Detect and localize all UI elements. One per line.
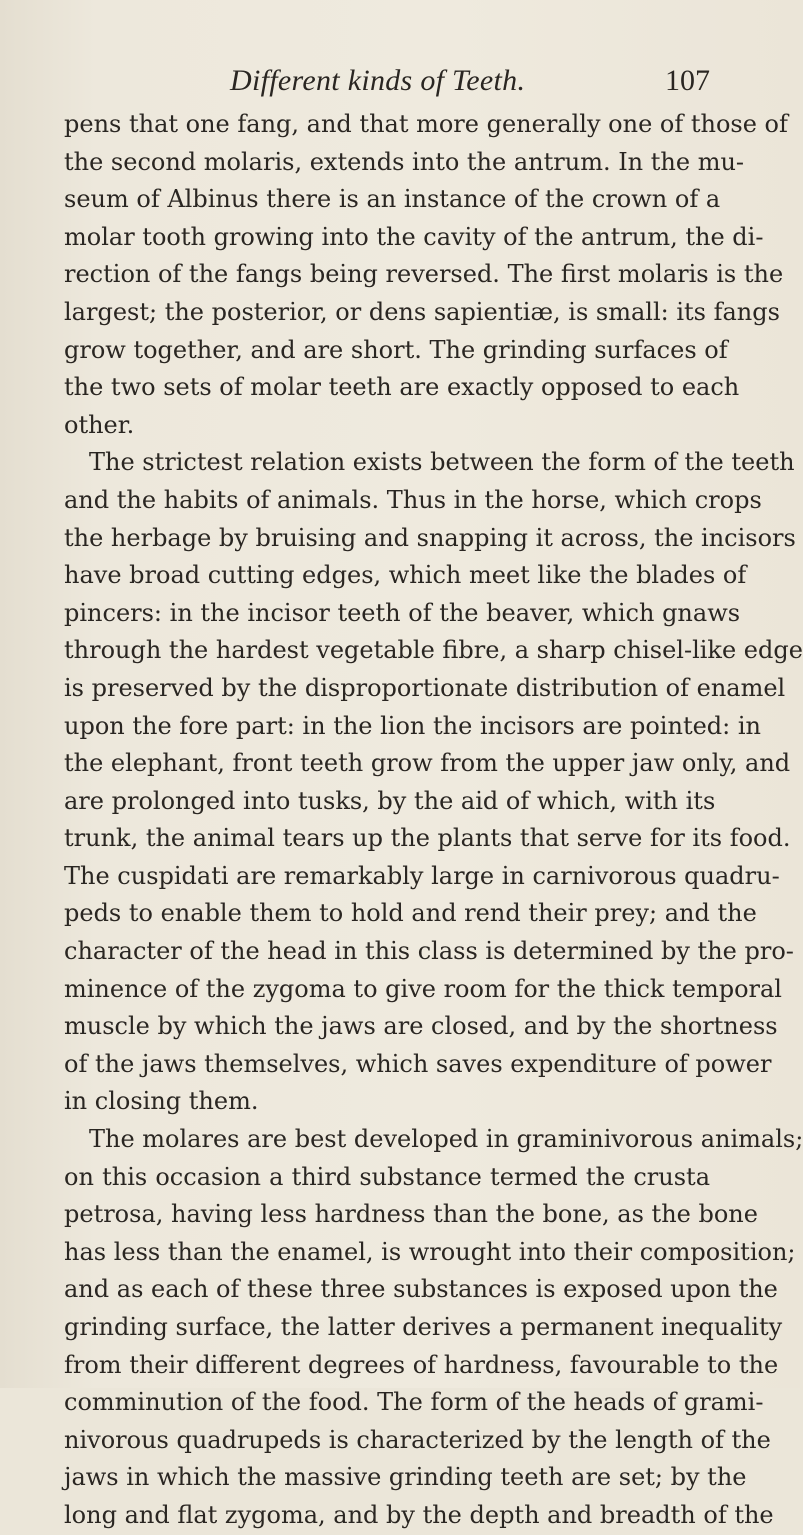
text-line: through the hardest vegetable fibre, a sharp chisel-like edge bbox=[64, 636, 803, 665]
text-line: other. bbox=[64, 410, 135, 439]
text-line: and as each of these three substances is exposed upon the bbox=[64, 1275, 778, 1304]
text-line: pens that one fang, and that more generally one of those of bbox=[64, 110, 788, 138]
text-line: rection of the fangs being reversed. The first molaris is the bbox=[64, 260, 784, 289]
text-line: have broad cutting edges, which meet like the blades of bbox=[64, 561, 747, 590]
text-line: peds to enable them to hold and rend their prey; and the bbox=[64, 899, 757, 928]
text-line: largest; the posterior, or dens sapientiæ, is small: its fangs bbox=[64, 297, 780, 326]
text-line: from their different degrees of hardness, favourable to the bbox=[64, 1350, 779, 1379]
running-head bbox=[120, 64, 710, 104]
text-line: pincers: in the incisor teeth of the beaver, which gnaws bbox=[64, 598, 741, 627]
text-line: molar tooth growing into the cavity of the antrum, the di- bbox=[64, 222, 764, 251]
text-line: comminution of the food. The form of the heads of grami- bbox=[64, 1388, 764, 1417]
paragraph bbox=[64, 444, 803, 1121]
text-line: the second molaris, extends into the antrum. In the mu- bbox=[64, 147, 745, 176]
paragraph bbox=[64, 1121, 803, 1535]
text-line: grinding surface, the latter derives a permanent inequality bbox=[64, 1313, 783, 1341]
text-line: on this occasion a third substance termed the crusta bbox=[64, 1162, 710, 1191]
text-line: the elephant, front teeth grow from the upper jaw only, and bbox=[64, 749, 791, 778]
text-line: grow together, and are short. The grinding surfaces of bbox=[64, 335, 728, 364]
text-line: long and flat zygoma, and by the depth and breadth of the bbox=[64, 1500, 774, 1529]
text-line: in closing them. bbox=[64, 1087, 259, 1116]
text-line: trunk, the animal tears up the plants that serve for its food. bbox=[64, 824, 791, 853]
text-line: the two sets of molar teeth are exactly opposed to each bbox=[64, 373, 740, 402]
body-text bbox=[64, 106, 803, 1535]
text-line: has less than the enamel, is wrought into their composition; bbox=[64, 1237, 796, 1266]
page-number: 107 bbox=[665, 64, 710, 97]
text-line: jaws in which the massive grinding teeth are set; by the bbox=[64, 1463, 747, 1492]
text-line: petrosa, having less hardness than the bone, as the bone bbox=[64, 1200, 758, 1229]
text-line: seum of Albinus there is an instance of the crown of a bbox=[64, 185, 721, 214]
text-line: minence of the zygoma to give room for the thick temporal bbox=[64, 974, 782, 1003]
text-line: The molares are best developed in graminivorous animals; bbox=[89, 1125, 803, 1154]
running-head-title: Different kinds of Teeth. bbox=[230, 64, 526, 97]
text-line: is preserved by the disproportionate distribution of enamel bbox=[64, 673, 786, 702]
text-line: nivorous quadrupeds is characterized by the length of the bbox=[64, 1425, 771, 1454]
text-line: The strictest relation exists between the form of the teeth bbox=[89, 448, 795, 477]
text-line: character of the head in this class is determined by the pro- bbox=[64, 937, 794, 966]
text-line: muscle by which the jaws are closed, and by the shortness bbox=[64, 1012, 778, 1041]
paragraph bbox=[64, 106, 788, 444]
text-line: are prolonged into tusks, by the aid of which, with its bbox=[64, 786, 716, 815]
text-line: The cuspidati are remarkably large in carnivorous quadru- bbox=[64, 861, 780, 890]
text-line: upon the fore part: in the lion the incisors are pointed: in bbox=[64, 711, 761, 740]
text-line: of the jaws themselves, which saves expenditure of power bbox=[64, 1049, 772, 1078]
text-line: and the habits of animals. Thus in the horse, which crops bbox=[64, 485, 762, 514]
text-line: the herbage by bruising and snapping it across, the incisors bbox=[64, 523, 796, 552]
